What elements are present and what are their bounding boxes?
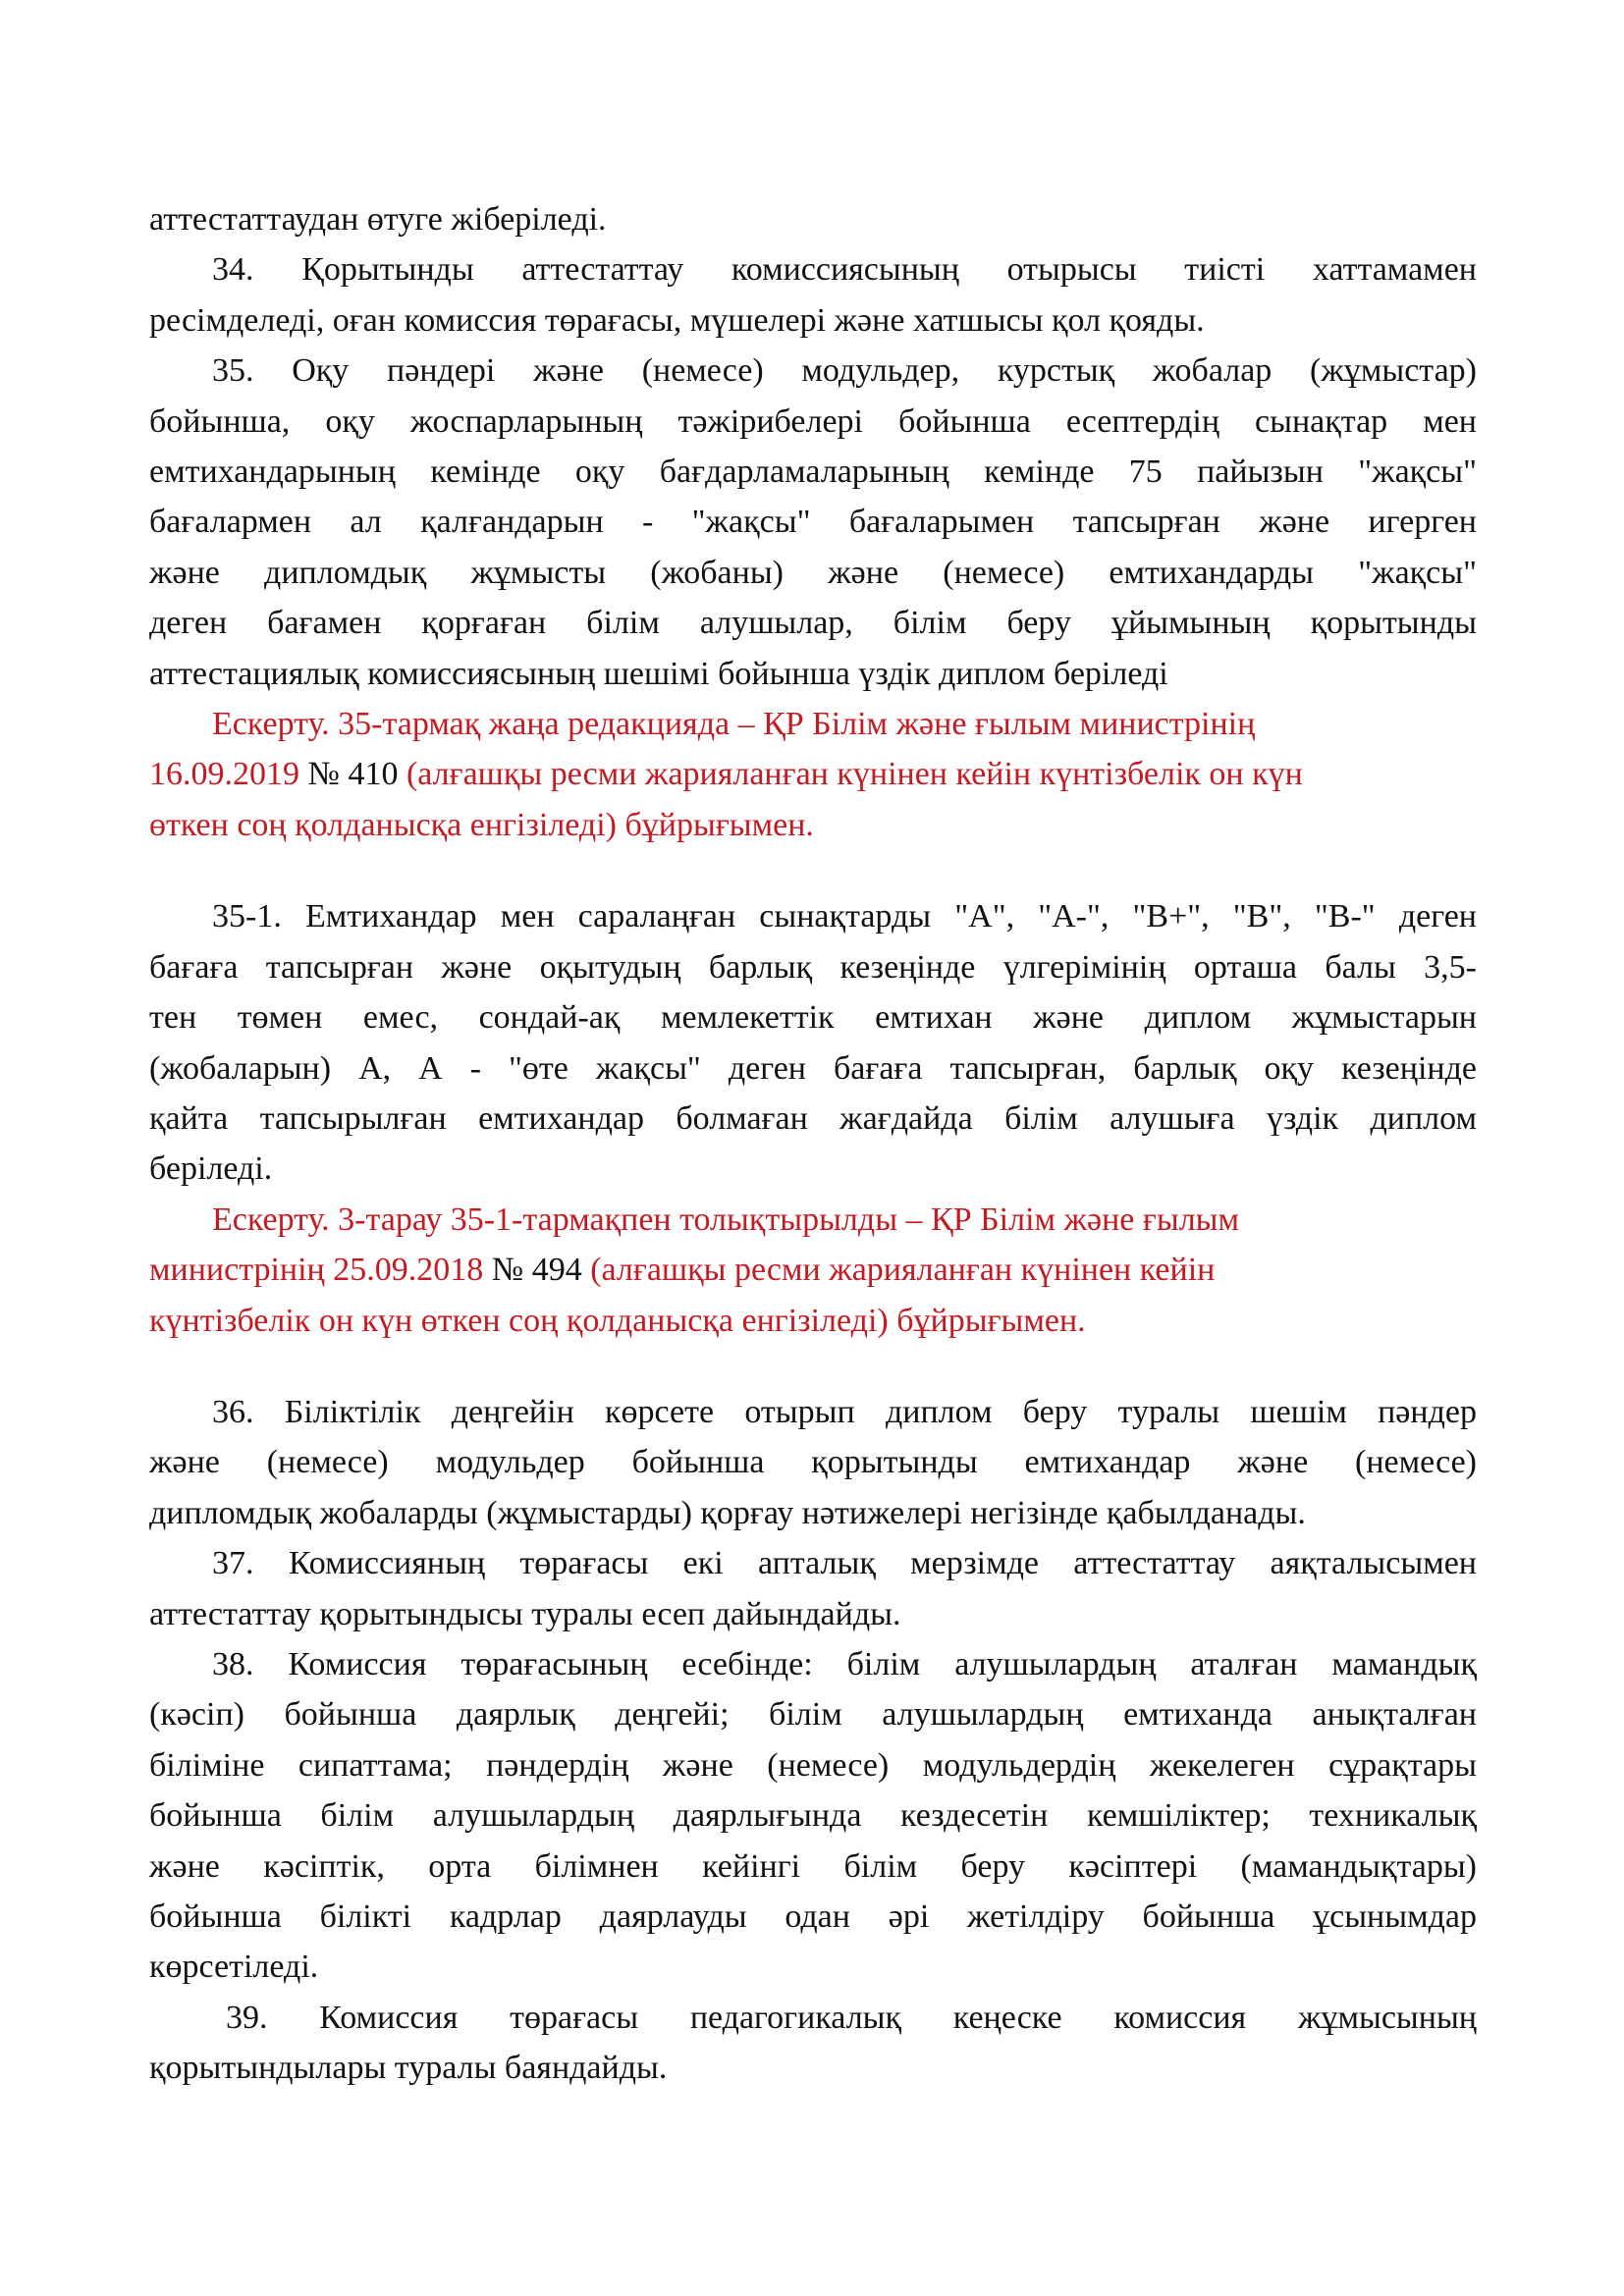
text-line: 39. Комиссия төрағасы педагогикалық кеңеске комиссия жұмысының bbox=[226, 1999, 1477, 2036]
text-line: бойынша білікті кадрлар даярлауды одан әрі жетілдіру бойынша ұсынымдар bbox=[149, 1898, 1477, 1935]
text-line bbox=[149, 1245, 1477, 1295]
note-date: 16.09.2019 bbox=[149, 756, 299, 793]
paragraph-35-1 bbox=[149, 891, 1477, 1194]
text-line: тен төмен емес, сондай-ақ мемлекеттік емтихан және диплом жұмыстарын bbox=[149, 999, 1477, 1037]
note-text: министрінің 25.09.2018 bbox=[149, 1252, 484, 1289]
text-line: 35. Оқу пәндері және (немесе) модульдер, курстық жобалар (жұмыстар) bbox=[212, 352, 1477, 390]
text-line: бойынша білім алушылардың даярлығында кездесетін кемшіліктер; техникалық bbox=[149, 1797, 1477, 1835]
text-line: бағаға тапсырған және оқытудың барлық кезеңінде үлгерімінің орташа балы 3,5- bbox=[149, 948, 1477, 986]
text-line bbox=[149, 749, 1477, 799]
text-line: (жобаларын) А, А - "өте жақсы" деген бағаға тапсырған, барлық оқу кезеңінде bbox=[149, 1049, 1477, 1087]
text-line: 36. Біліктілік деңгейін көрсете отырып диплом беру туралы шешім пәндер bbox=[212, 1393, 1477, 1430]
text-line: (кәсіп) бойынша даярлық деңгейі; білім алушылардың емтиханда анықталған bbox=[149, 1696, 1477, 1734]
spacer bbox=[149, 1346, 1477, 1387]
text-line: аттестаттаудан өтуге жіберіледі. bbox=[149, 201, 607, 238]
text-line: аттестациялық комиссиясының шешімі бойынша үздік диплом беріледі bbox=[149, 655, 1168, 692]
paragraph-34 bbox=[149, 244, 1477, 346]
text-line: бағалармен ал қалғандарын - "жақсы" бағаларымен тапсырған және игерген bbox=[149, 504, 1477, 541]
paragraph-continuation bbox=[149, 194, 1477, 244]
order-number: № 410 bbox=[307, 756, 399, 793]
text-line: Ескерту. 3-тарау 35-1-тармақпен толықтырылды – ҚР Білім және ғылым bbox=[212, 1201, 1240, 1238]
text-line: 37. Комиссияның төрағасы екі апталық мерзімде аттестаттау аяқталысымен bbox=[212, 1545, 1477, 1582]
document-body bbox=[149, 194, 1477, 2094]
order-number: № 494 bbox=[491, 1252, 582, 1289]
text-line: беріледі. bbox=[149, 1150, 273, 1188]
text-line: күнтізбелік он күн өткен соң қолданысқа енгізіледі) бұйрығымен. bbox=[149, 1302, 1086, 1339]
amendment-note-35-1 bbox=[149, 1195, 1477, 1346]
text-line: және кәсіптік, орта білімнен кейінгі білім беру кәсіптері (мамандықтары) bbox=[149, 1847, 1477, 1885]
text-line: Ескерту. 35-тармақ жаңа редакцияда – ҚР Білім және ғылым министрінің bbox=[212, 706, 1256, 743]
text-line: қорытындылары туралы баяндайды. bbox=[149, 2050, 668, 2087]
text-line: деген бағамен қорғаған білім алушылар, білім беру ұйымының қорытынды bbox=[149, 605, 1477, 642]
text-line: дипломдық жобаларды (жұмыстарды) қорғау нәтижелері негізінде қабылданады. bbox=[149, 1494, 1306, 1531]
text-line: 38. Комиссия төрағасының есебінде: білім алушылардың аталған мамандық bbox=[212, 1645, 1477, 1682]
text-line: және дипломдық жұмысты (жобаны) және (немесе) емтихандарды "жақсы" bbox=[149, 554, 1477, 591]
paragraph-35 bbox=[149, 346, 1477, 699]
text-line: және (немесе) модульдер бойынша қорытынды емтихандар және (немесе) bbox=[149, 1444, 1477, 1481]
note-text: (алғашқы ресми жарияланған күнінен кейін күнтізбелік он күн bbox=[406, 756, 1303, 793]
text-line: 34. Қорытынды аттестаттау комиссиясының отырысы тиісті хаттамамен bbox=[212, 251, 1477, 289]
text-line: емтихандарының кемінде оқу бағдарламаларының кемінде 75 пайызын "жақсы" bbox=[149, 454, 1477, 491]
text-line: біліміне сипаттама; пәндердің және (немесе) модульдердің жекелеген сұрақтары bbox=[149, 1746, 1477, 1784]
paragraph-38 bbox=[149, 1639, 1477, 1993]
paragraph-37 bbox=[149, 1538, 1477, 1639]
paragraph-36 bbox=[149, 1387, 1477, 1538]
spacer bbox=[149, 850, 1477, 891]
text-line: көрсетіледі. bbox=[149, 1949, 319, 1986]
text-line: аттестаттау қорытындысы туралы есеп дайындайды. bbox=[149, 1595, 901, 1632]
amendment-note-35 bbox=[149, 699, 1477, 850]
paragraph-39 bbox=[149, 1993, 1477, 2094]
note-text: (алғашқы ресми жарияланған күнінен кейін bbox=[590, 1252, 1216, 1289]
text-line: ресімделеді, оған комиссия төрағасы, мүшелері және хатшысы қол қояды. bbox=[149, 301, 1205, 339]
text-line: қайта тапсырылған емтихандар болмаған жағдайда білім алушыға үздік диплом bbox=[149, 1099, 1477, 1137]
text-line: өткен соң қолданысқа енгізіледі) бұйрығымен. bbox=[149, 806, 814, 843]
text-line: бойынша, оқу жоспарларының тәжірибелері бойынша есептердің сынақтар мен bbox=[149, 402, 1477, 440]
text-line: 35-1. Емтихандар мен саралаңған сынақтарды "А", "А-", "В+", "В", "В-" деген bbox=[212, 898, 1477, 935]
